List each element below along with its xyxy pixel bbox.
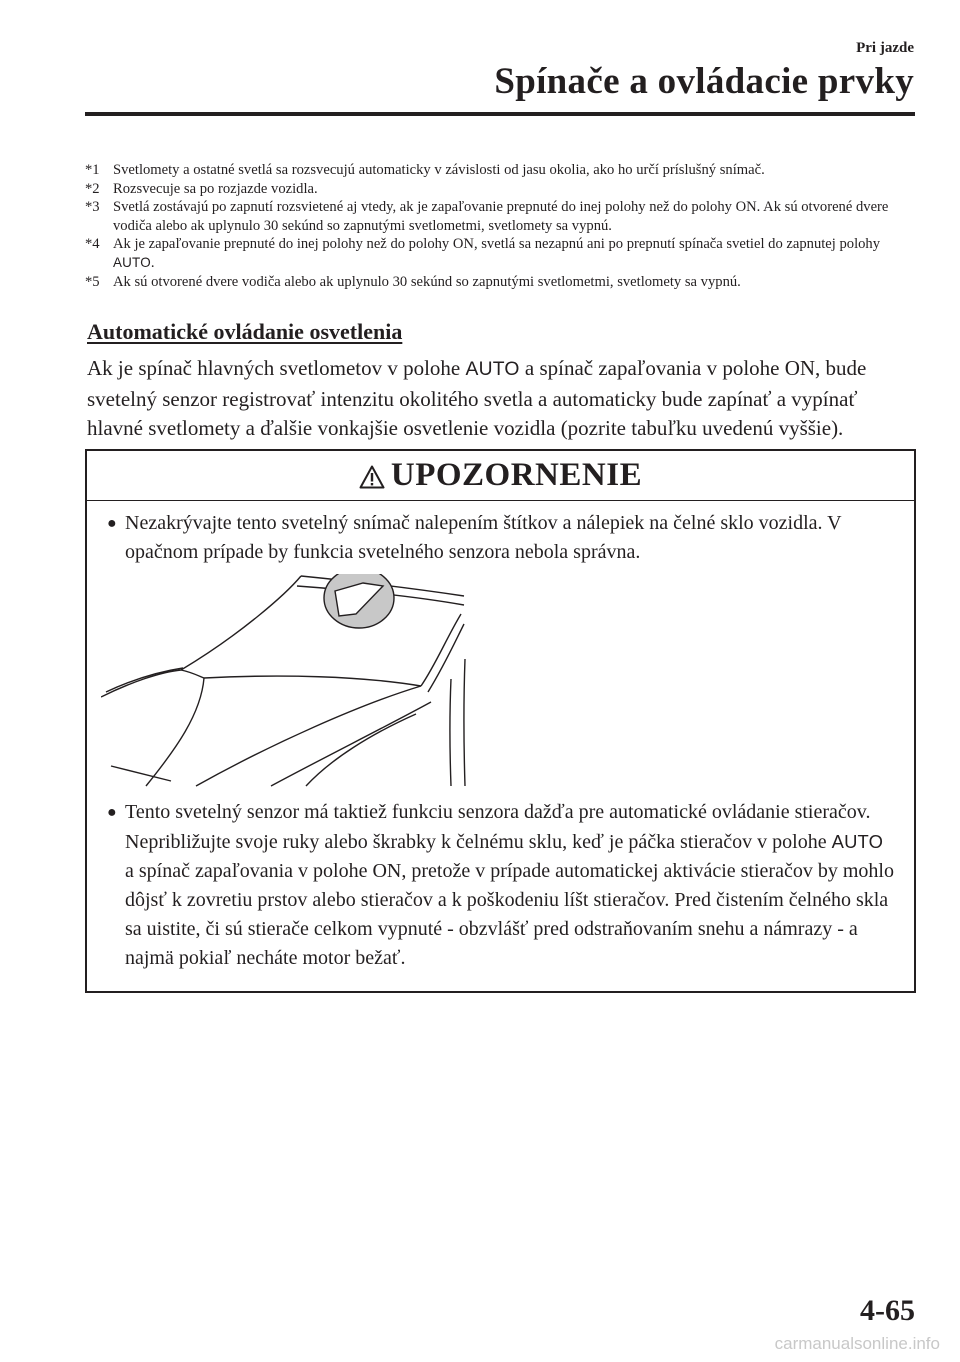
auto-position-symbol: AUTO	[113, 254, 151, 270]
paragraph-text-start: Ak je spínač hlavných svetlometov v polohe	[87, 356, 466, 380]
page-number: 4-65	[860, 1294, 915, 1327]
footnote-mark: *4	[85, 236, 100, 253]
warning-bullet-1	[107, 509, 897, 567]
footnote-mark: *2	[85, 180, 100, 197]
auto-position-symbol: AUTO	[831, 831, 884, 852]
footnote-3	[85, 198, 920, 235]
auto-position-symbol: AUTO	[465, 359, 520, 380]
paragraph-text-end: a spínač zapaľovania v polohe ON, bude svetelný senzor registrovať intenzitu okolitého svetla a automaticky bude zapínať a vypínať hlavné svetlomety a ďalšie vonkajšie osvetlenie vozidla (pozrite tabuľku uvedenú vyššie).	[87, 356, 867, 440]
warning-title: UPOZORNENIE	[390, 457, 643, 493]
warning-bullet-2	[107, 798, 897, 973]
footnote-2	[85, 180, 920, 199]
footnote-text-end: .	[150, 254, 155, 271]
bullet-text-start: Tento svetelný senzor má taktiež funkciu senzora dažďa pre automatické ovládanie stieračov. Nepribližujte svoje ruky alebo škrabky k čelnému sklu, keď je páčka stieračov v polohe	[125, 801, 871, 853]
warning-triangle-icon	[359, 465, 385, 489]
footnote-text: Svetlá zostávajú po zapnutí rozsvietené aj vtedy, ak je zapaľovanie prepnuté do inej polohy než do polohy ON. Ak sú otvorené dvere vodiča alebo ak uplynulo 30 sekúnd so zapnutými svetlometmi, svetlomety sa vypnú.	[113, 199, 889, 234]
bullet-text: Nezakrývajte tento svetelný snímač nalepením štítkov a nálepiek na čelné sklo vozidla. V opačnom prípade by funkcia svetelného senzora nebola správna.	[125, 512, 842, 563]
windshield-sensor-illustration	[101, 574, 471, 794]
warning-header	[87, 451, 914, 501]
page-title: Spínače a ovládacie prvky	[494, 61, 914, 102]
footnotes	[85, 161, 920, 291]
header-rule	[85, 112, 915, 116]
footnote-5	[85, 273, 920, 292]
section-header: Pri jazde	[856, 40, 914, 56]
footnote-text: Ak sú otvorené dvere vodiča alebo ak uplynulo 30 sekúnd so zapnutými svetlometmi, svetlomety sa vypnú.	[113, 273, 741, 290]
footnote-text: Svetlomety a ostatné svetlá sa rozsvecujú automaticky v závislosti od jasu okolia, ako ho určí príslušný snímač.	[113, 162, 765, 178]
section-heading: Automatické ovládanie osvetlenia	[87, 319, 403, 344]
footnote-text	[113, 235, 920, 272]
watermark: carmanualsonline.info	[774, 1334, 940, 1353]
bullet-text-end: a spínač zapaľovania v polohe ON, pretože v prípade automatickej aktivácie stieračov by mohlo dôjsť k zovretiu prstov alebo stieračov a k poškodeniu líšt stieračov. Pred čistením čelného skla sa uistite, či sú stierače celkom vypnuté - obzvlášť pred odstraňovaním snehu a námrazy - a najmä pokiaľ necháte motor bežať.	[125, 860, 894, 969]
footnote-text-start: Ak je zapaľovanie prepnuté do inej polohy než do polohy ON, svetlá sa nezapnú ani po prepnutí spínača svetiel do zapnutej polohy	[113, 236, 881, 253]
footnote-1	[85, 161, 920, 180]
warning-box	[85, 449, 916, 993]
footnote-mark: *5	[85, 273, 100, 290]
footnote-text: Rozsvecuje sa po rozjazde vozidla.	[113, 180, 318, 197]
bullet-text	[125, 798, 897, 973]
bullet-icon: ●	[107, 515, 117, 532]
footnote-mark: *3	[85, 199, 100, 216]
footnote-4	[85, 235, 920, 272]
footnote-mark: *1	[85, 162, 100, 178]
bullet-icon: ●	[107, 804, 117, 821]
body-paragraph	[87, 354, 917, 444]
